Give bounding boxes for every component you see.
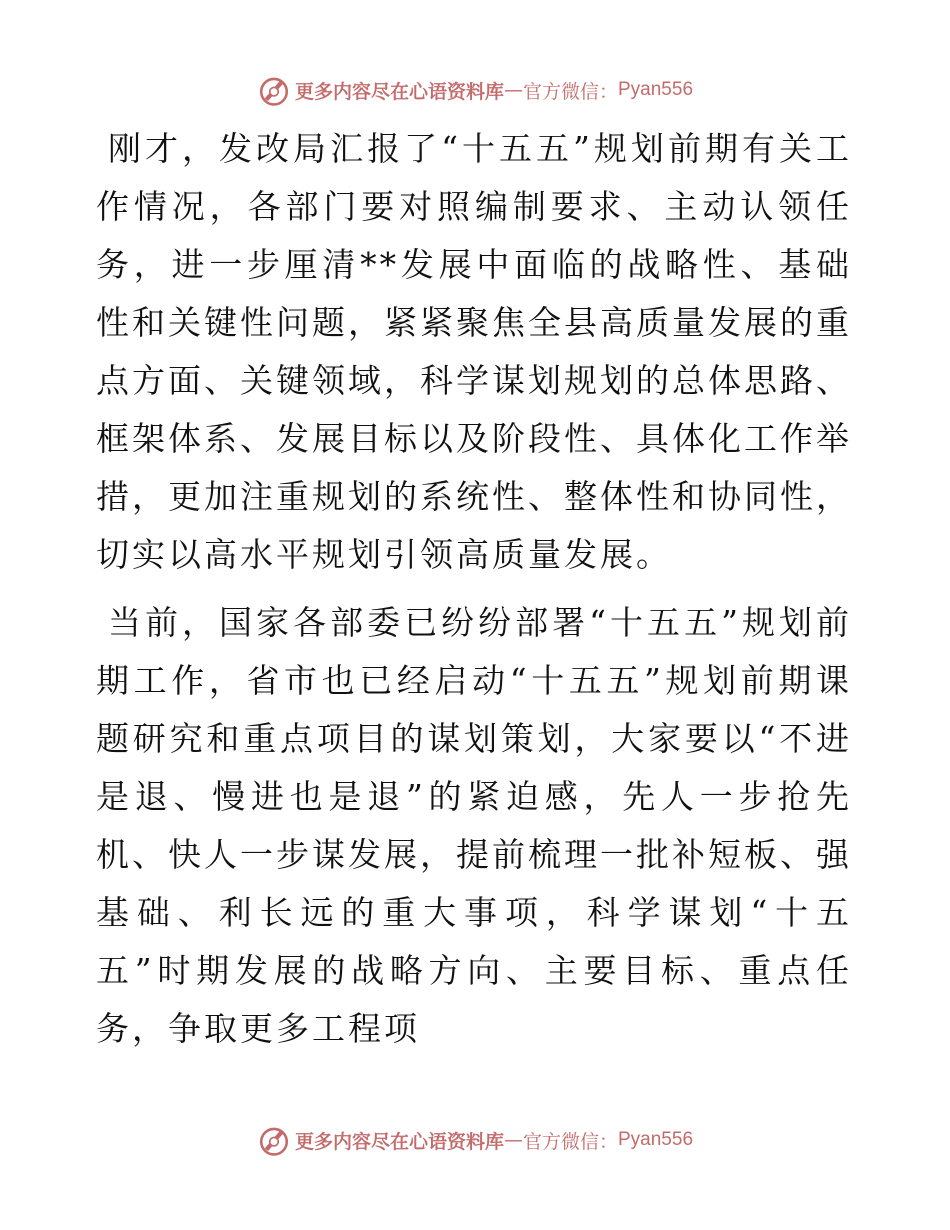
watermark-wechat-label: 官方微信： <box>522 1130 618 1153</box>
watermark-wechat-label: 官方微信： <box>522 80 618 103</box>
paragraph-2: 当前，国家各部委已纷纷部署“十五五”规划前期工作，省市也已经启动“十五五”规划前期课题研究和重点项目的谋划策划，大家要以“不进是退、慢进也是退”的紧迫感，先人一步抢先机、快人一步谋发展，提前梳理一批补短板、强基础、利长远的重大事项，科学谋划“十五五”时期发展的战略方向、主要目标、重点任务，争取更多工程项 <box>96 603 852 1048</box>
pen-circle-logo-icon <box>257 1123 291 1157</box>
watermark-main-text: 更多内容尽在心语资料库 <box>294 80 504 103</box>
watermark-wechat-id: Pyan556 <box>618 79 694 100</box>
paragraph-1: 刚才，发改局汇报了“十五五”规划前期有关工作情况，各部门要对照编制要求、主动认领任务，进一步厘清**发展中面临的战略性、基础性和关键性问题，紧紧聚焦全县高质量发展的重点方面、关键领域，科学谋划规划的总体思路、框架体系、发展目标以及阶段性、具体化工作举措，更加注重规划的系统性、整体性和协同性，切实以高水平规划引领高质量发展。 <box>96 129 852 574</box>
watermark-dash: — <box>503 1129 523 1151</box>
pen-circle-logo-icon <box>257 73 291 107</box>
watermark-wechat-id: Pyan556 <box>618 1129 694 1150</box>
document-body <box>96 120 852 1058</box>
header-watermark <box>0 70 950 110</box>
footer-watermark <box>0 1120 950 1160</box>
watermark-dash: — <box>503 79 523 101</box>
watermark-main-text: 更多内容尽在心语资料库 <box>294 1130 504 1153</box>
